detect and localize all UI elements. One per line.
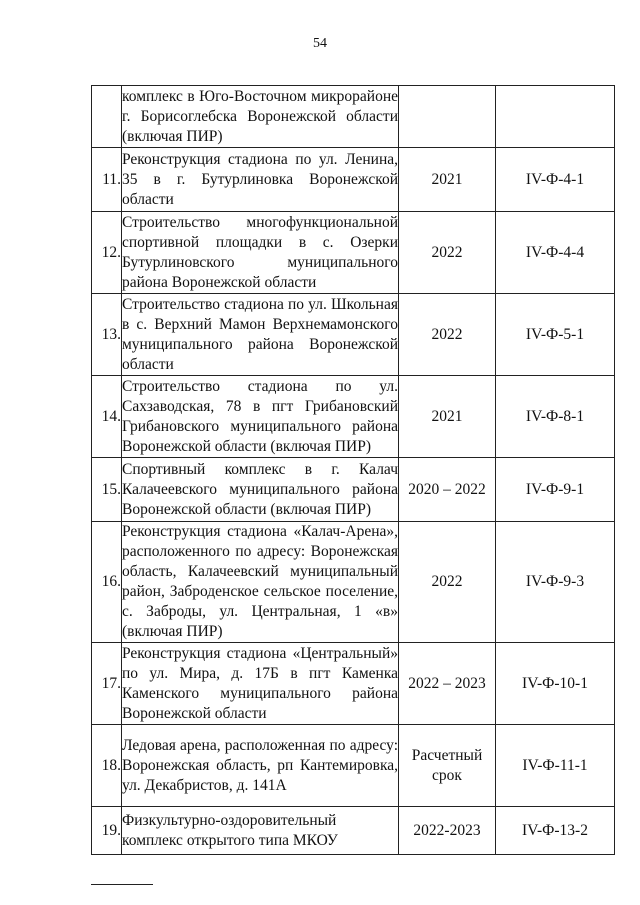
implementation-period: 2021 (399, 148, 496, 212)
implementation-period (399, 86, 496, 148)
row-number: 19. (92, 807, 122, 855)
object-name: Реконструкция стадиона «Калач-Арена», расположенного по адресу: Воронежская область, Калачеевский муниципальный район, Заброденское сельское поселение, с. Заброды, ул. Центральная, 1 «в» (включая ПИР) (122, 522, 399, 643)
table-row (92, 522, 615, 643)
object-code: IV-Ф-8-1 (496, 376, 615, 458)
object-code: IV-Ф-5-1 (496, 294, 615, 376)
table-row (92, 807, 615, 855)
object-code: IV-Ф-11-1 (496, 725, 615, 807)
object-name: Ледовая арена, расположенная по адресу: Воронежская область, рп Кантемировка, ул. Декабристов, д. 141А (122, 725, 399, 807)
footnote-divider (91, 884, 153, 885)
table-row (92, 212, 615, 294)
objects-table (91, 85, 615, 855)
object-name: Строительство стадиона по ул. Школьная в с. Верхний Мамон Верхнемамонского муниципального района Воронежской области (122, 294, 399, 376)
table-row (92, 148, 615, 212)
table-row (92, 86, 615, 148)
object-name: комплекс в Юго-Восточном микрорайоне г. Борисоглебска Воронежской области (включая ПИР) (122, 86, 399, 148)
object-name: Физкультурно-оздоровительный комплекс открытого типа МКОУ (122, 807, 399, 855)
object-code (496, 86, 615, 148)
table-row (92, 725, 615, 807)
row-number: 13. (92, 294, 122, 376)
object-name: Реконструкция стадиона «Центральный» по ул. Мира, д. 17Б в пгт Каменка Каменского муниципального района Воронежской области (122, 643, 399, 725)
object-code: IV-Ф-4-4 (496, 212, 615, 294)
table-row (92, 643, 615, 725)
row-number: 12. (92, 212, 122, 294)
object-code: IV-Ф-9-3 (496, 522, 615, 643)
table-row (92, 294, 615, 376)
implementation-period: 2022 (399, 212, 496, 294)
row-number: 16. (92, 522, 122, 643)
page-number: 54 (313, 36, 327, 51)
object-code: IV-Ф-10-1 (496, 643, 615, 725)
implementation-period: Расчетный срок (399, 725, 496, 807)
object-code: IV-Ф-9-1 (496, 458, 615, 522)
implementation-period: 2022 (399, 522, 496, 643)
row-number: 17. (92, 643, 122, 725)
object-name: Реконструкция стадиона по ул. Ленина, 35 в г. Бутурлиновка Воронежской области (122, 148, 399, 212)
object-name: Строительство многофункциональной спортивной площадки в с. Озерки Бутурлиновского муниципального района Воронежской области (122, 212, 399, 294)
row-number (92, 86, 122, 148)
row-number: 11. (92, 148, 122, 212)
implementation-period: 2021 (399, 376, 496, 458)
object-name: Спортивный комплекс в г. Калач Калачеевского муниципального района Воронежской области (включая ПИР) (122, 458, 399, 522)
implementation-period: 2022 (399, 294, 496, 376)
object-name: Строительство стадиона по ул. Сахзаводская, 78 в пгт Грибановский Грибановского муниципального района Воронежской области (включая ПИР) (122, 376, 399, 458)
row-number: 15. (92, 458, 122, 522)
implementation-period: 2020 – 2022 (399, 458, 496, 522)
object-code: IV-Ф-13-2 (496, 807, 615, 855)
implementation-period: 2022-2023 (399, 807, 496, 855)
row-number: 18. (92, 725, 122, 807)
table-row (92, 376, 615, 458)
object-code: IV-Ф-4-1 (496, 148, 615, 212)
table-row (92, 458, 615, 522)
row-number: 14. (92, 376, 122, 458)
implementation-period: 2022 – 2023 (399, 643, 496, 725)
